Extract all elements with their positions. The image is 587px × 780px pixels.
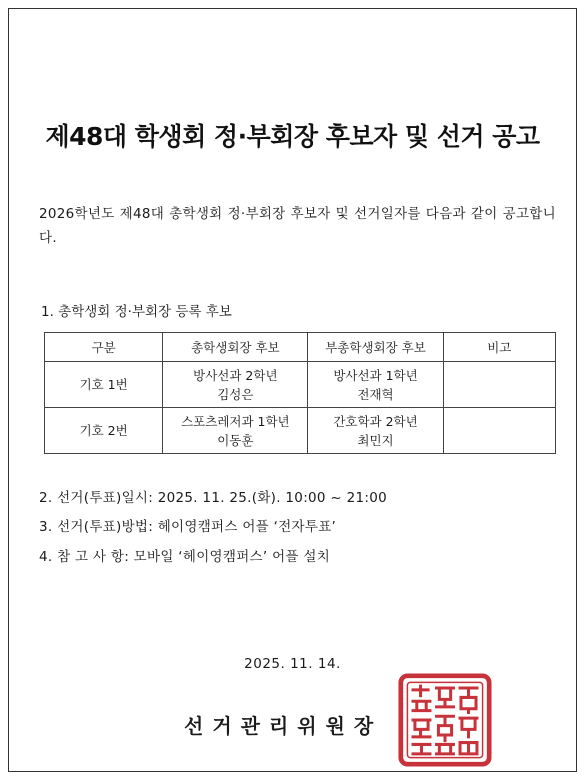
vice-dept: 간호학과 2학년 — [333, 413, 418, 429]
section-candidates-heading: 1. 총학생회 정·부회장 등록 후보 — [41, 304, 232, 320]
president-name: 김성은 — [217, 386, 254, 402]
notice-page — [8, 8, 577, 772]
table-row — [45, 408, 556, 454]
signature: 선거관리위원장 — [184, 714, 383, 738]
notice-title: 제48대 학생회 정·부회장 후보자 및 선거 공고 — [45, 122, 540, 151]
candidate-number: 기호 1번 — [45, 362, 163, 408]
vice-candidate — [308, 362, 443, 408]
note-cell — [443, 408, 555, 454]
reference-note: 4. 참 고 사 항: 모바일 ‘헤이영캠퍼스’ 어플 설치 — [39, 549, 331, 565]
vice-name: 최민지 — [357, 432, 394, 448]
header-note: 비고 — [443, 333, 555, 362]
table-header-row — [45, 333, 556, 362]
header-president: 총학생회장 후보 — [163, 333, 308, 362]
president-name: 이동훈 — [217, 432, 254, 448]
note-cell — [443, 362, 555, 408]
vice-name: 전재혁 — [357, 386, 394, 402]
notice-date: 2025. 11. 14. — [244, 656, 341, 672]
official-seal-icon — [398, 673, 492, 767]
election-method: 3. 선거(투표)방법: 헤이영캠퍼스 어플 ‘전자투표’ — [39, 519, 337, 535]
vice-dept: 방사선과 1학년 — [333, 367, 418, 383]
vice-candidate — [308, 408, 443, 454]
president-candidate — [163, 362, 308, 408]
president-candidate — [163, 408, 308, 454]
president-dept: 스포츠레저과 1학년 — [181, 413, 290, 429]
table-row — [45, 362, 556, 408]
president-dept: 방사선과 2학년 — [193, 367, 278, 383]
election-datetime: 2. 선거(투표)일시: 2025. 11. 25.(화). 10:00 ~ 21:00 — [39, 490, 388, 506]
header-vice-president: 부총학생회장 후보 — [308, 333, 443, 362]
candidates-table — [44, 332, 556, 454]
intro-paragraph: 2026학년도 제48대 총학생회 정·부회장 후보자 및 선거일자를 다음과 같이 공고합니다. — [39, 206, 556, 246]
header-category: 구분 — [45, 333, 163, 362]
candidate-number: 기호 2번 — [45, 408, 163, 454]
